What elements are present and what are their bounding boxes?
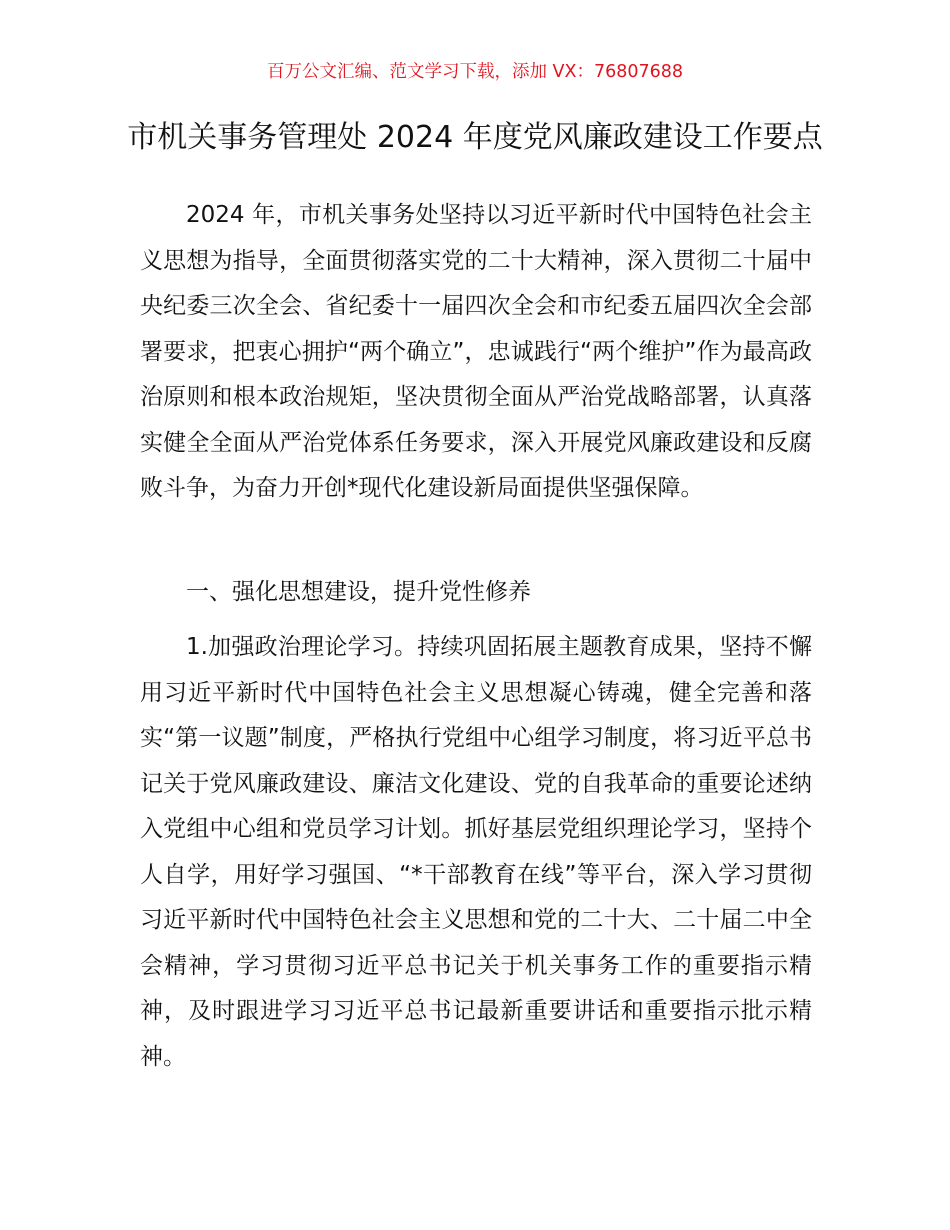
- intro-paragraph: [140, 193, 812, 512]
- watermark-header: 百万公文汇编、范文学习下载，添加 VX：76807688: [266, 62, 684, 82]
- section-heading-text: 一、强化思想建设，提升党性修养: [186, 579, 531, 605]
- section-heading: [140, 570, 812, 616]
- item-1-text: 1.加强政治理论学习。持续巩固拓展主题教育成果，坚持不懈用习近平新时代中国特色社会主义思想凝心铸魂，健全完善和落实“第一议题”制度，严格执行党组中心组学习制度，将习近平总书记关于党风廉政建设、廉洁文化建设、党的自我革命的重要论述纳入党组中心组和党员学习计划。抓好基层党组织理论学习，坚持个人自学，用好学习强国、“*干部教育在线”等平台，深入学习贯彻习近平新时代中国特色社会主义思想和党的二十大、二十届二中全会精神，学习贯彻习近平总书记关于机关事务工作的重要指示精神，及时跟进学习习近平总书记最新重要讲话和重要指示批示精神。: [140, 634, 812, 1070]
- intro-text: 2024 年，市机关事务处坚持以习近平新时代中国特色社会主义思想为指导，全面贯彻落实党的二十大精神，深入贯彻二十届中央纪委三次全会、省纪委十一届四次全会和市纪委五届四次全会部署要求，把衷心拥护“两个确立”，忠诚践行“两个维护”作为最高政治原则和根本政治规矩，坚决贯彻全面从严治党战略部署，认真落实健全全面从严治党体系任务要求，深入开展党风廉政建设和反腐败斗争，为奋力开创*现代化建设新局面提供坚强保障。: [140, 202, 812, 501]
- item-paragraph-1: [140, 625, 812, 1080]
- page-title: 市机关事务管理处 2024 年度党风廉政建设工作要点: [127, 120, 823, 155]
